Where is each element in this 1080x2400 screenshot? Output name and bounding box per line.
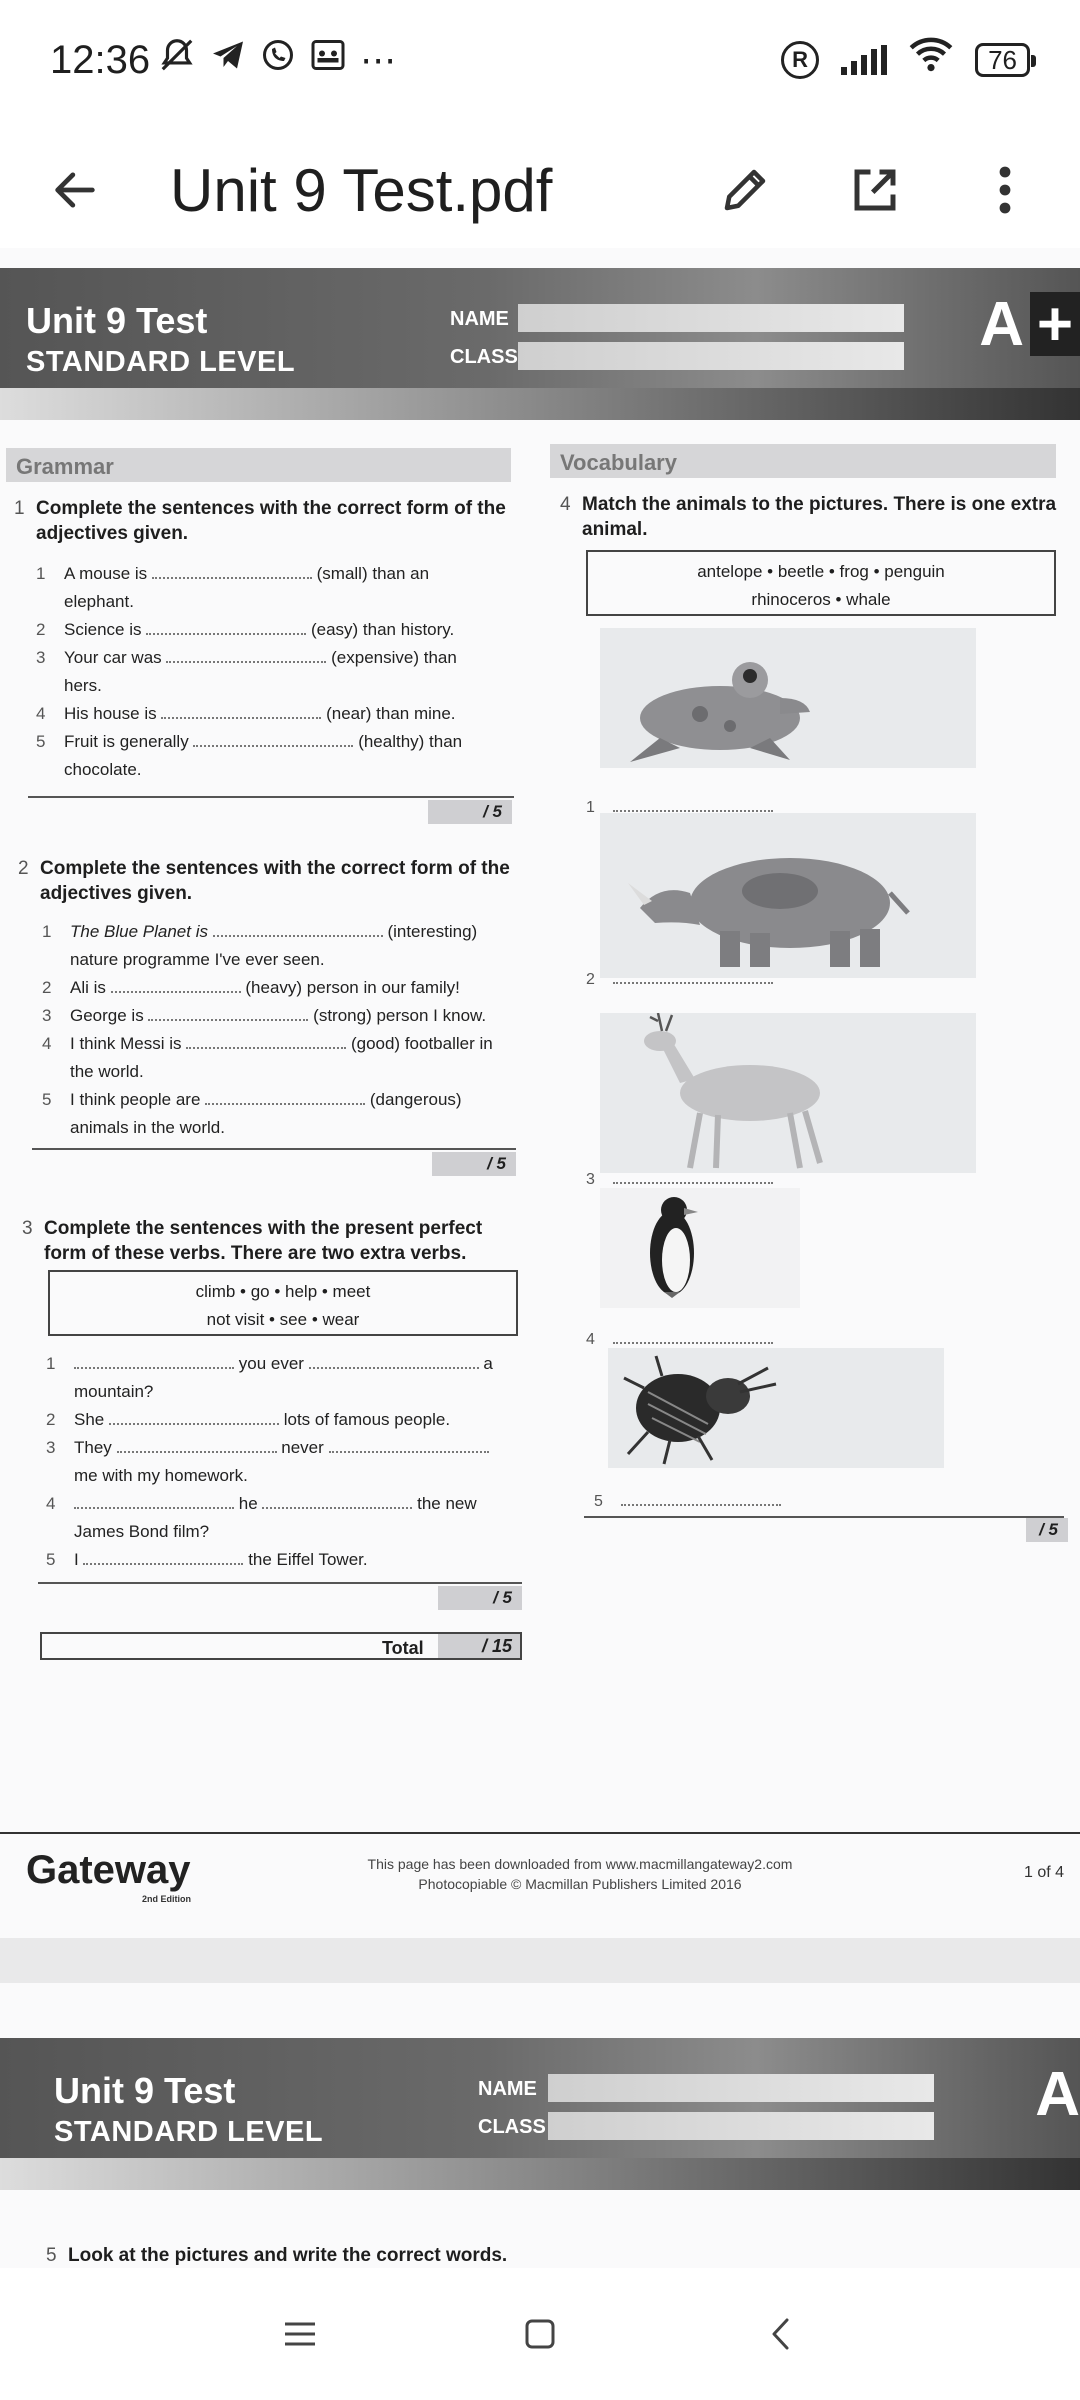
rhinoceros-picture — [600, 813, 976, 978]
banner-strip — [0, 388, 1080, 420]
question-4: 4 Match the animals to the pictures. There is one extra animal. — [560, 494, 1057, 540]
picture-2-label: 2 — [586, 966, 786, 989]
question-2: 2 Complete the sentences with the correct form of the adjectives given. — [18, 858, 510, 904]
q1-item-1: 1 A mouse is (small) than an elephant. — [64, 560, 484, 616]
status-bar — [0, 0, 1080, 120]
q1-item-3: 3 Your car was (expensive) than hers. — [64, 644, 484, 700]
frog-icon — [600, 628, 976, 768]
q3-score: / 5 — [438, 1586, 522, 1610]
q2-item-5: 5 I think people are (dangerous) animals in the world. — [70, 1086, 510, 1142]
q1-item-2: 2 Science is (easy) than history. — [64, 616, 484, 644]
class-field — [518, 342, 904, 370]
q3-item-1: 1 you ever a mountain? — [74, 1350, 514, 1406]
question-5: 5 Look at the pictures and write the correct words. — [46, 2245, 508, 2266]
picture-1-label: 1 — [586, 794, 786, 817]
rhinoceros-icon — [600, 813, 976, 978]
whatsapp-icon — [260, 37, 296, 83]
antelope-icon — [600, 1013, 976, 1173]
edit-pencil-icon[interactable] — [710, 155, 780, 225]
more-options-icon[interactable] — [970, 155, 1040, 225]
document-title: Unit 9 Test.pdf — [170, 156, 553, 224]
pdf-page-2 — [0, 1983, 1080, 2268]
pdf-viewer[interactable] — [0, 248, 1080, 2268]
antelope-picture — [600, 1013, 976, 1173]
q2-rule — [32, 1148, 516, 1150]
question-3: 3 Complete the sentences with the present perfect form of these verbs. There are two extra verbs. — [22, 1218, 483, 1264]
level-badge: A + — [979, 288, 1080, 360]
picture-4-label: 4 — [586, 1326, 786, 1349]
wifi-icon — [909, 37, 953, 83]
q4-rule — [584, 1516, 1064, 1518]
pdf-page-1 — [0, 248, 1080, 1938]
banner-title: Unit 9 Test — [26, 300, 208, 341]
question-1: 1 Complete the sentences with the correct form of the adjectives given. — [14, 498, 506, 544]
app-bar — [0, 120, 1080, 260]
q1-item-4: 4 His house is (near) than mine. — [64, 700, 484, 728]
navigation-bar — [0, 2268, 1080, 2400]
banner-level: STANDARD LEVEL — [26, 346, 296, 378]
menu-icon[interactable] — [265, 2299, 335, 2369]
q3-rule — [38, 1582, 522, 1584]
name-field — [518, 304, 904, 332]
registered-icon: R — [781, 41, 819, 79]
q1-item-5: 5 Fruit is generally (healthy) than chocolate. — [64, 728, 484, 784]
footer-rule — [0, 1832, 1080, 1834]
bell-muted-icon — [158, 36, 196, 84]
open-external-icon[interactable] — [840, 155, 910, 225]
q2-item-4: 4 I think Messi is (good) footballer in the world. — [70, 1030, 510, 1086]
q4-word-box: antelope • beetle • frog • penguin rhinoceros • whale — [586, 550, 1056, 616]
page-number: 1 of 4 — [1024, 1864, 1065, 1881]
footer-text: This page has been downloaded from www.macmillangateway2.com Photocopiable © Macmillan Publishers Limited 2016 — [367, 1856, 793, 1892]
q3-item-2: 2 She lots of famous people. — [74, 1406, 514, 1434]
beetle-picture — [608, 1348, 944, 1468]
frog-picture — [600, 628, 976, 768]
signal-icon — [841, 45, 887, 75]
picture-5-label: 5 — [594, 1488, 794, 1511]
back-arrow-icon[interactable] — [40, 155, 110, 225]
q4-score: / 5 — [1026, 1518, 1068, 1542]
gateway-edition: 2nd Edition — [142, 1894, 191, 1904]
test-banner-page-2: Unit 9 Test STANDARD LEVEL NAME CLASS A — [0, 2038, 1080, 2183]
picture-3-label: 3 — [586, 1166, 786, 1189]
q1-rule — [28, 796, 514, 798]
q2-item-3: 3 George is (strong) person I know. — [70, 1002, 510, 1030]
q3-item-4: 4 he the new James Bond film? — [74, 1490, 514, 1546]
q2-score: / 5 — [432, 1152, 516, 1176]
battery-indicator: 76 — [975, 43, 1030, 77]
total-box: Total / 15 — [40, 1632, 522, 1660]
class-label: CLASS — [450, 346, 518, 368]
gateway-logo: Gateway — [26, 1848, 191, 1892]
total-score: / 15 — [438, 1634, 520, 1658]
q2-item-2: 2 Ali is (heavy) person in our family! — [70, 974, 510, 1002]
q3-word-box: climb • go • help • meet not visit • see • wear — [48, 1270, 518, 1336]
grammar-heading: Grammar — [6, 448, 511, 482]
q3-item-5: 5 I the Eiffel Tower. — [74, 1546, 514, 1574]
q2-item-1: 1 The Blue Planet is (interesting) nature programme I've ever seen. — [70, 918, 510, 974]
name-label: NAME — [450, 308, 509, 330]
vocabulary-heading: Vocabulary — [550, 444, 1056, 478]
home-icon[interactable] — [505, 2299, 575, 2369]
penguin-picture — [600, 1188, 800, 1308]
q1-score: / 5 — [428, 800, 512, 824]
telegram-icon — [210, 37, 246, 83]
beetle-icon — [608, 1348, 944, 1468]
q3-item-3: 3 They never me with my homework. — [74, 1434, 514, 1490]
status-time: 12:36 — [50, 37, 151, 82]
penguin-icon — [600, 1188, 800, 1308]
more-dots-icon: ⋯ — [360, 39, 399, 80]
meeting-icon — [310, 37, 346, 83]
back-icon[interactable] — [745, 2299, 815, 2369]
